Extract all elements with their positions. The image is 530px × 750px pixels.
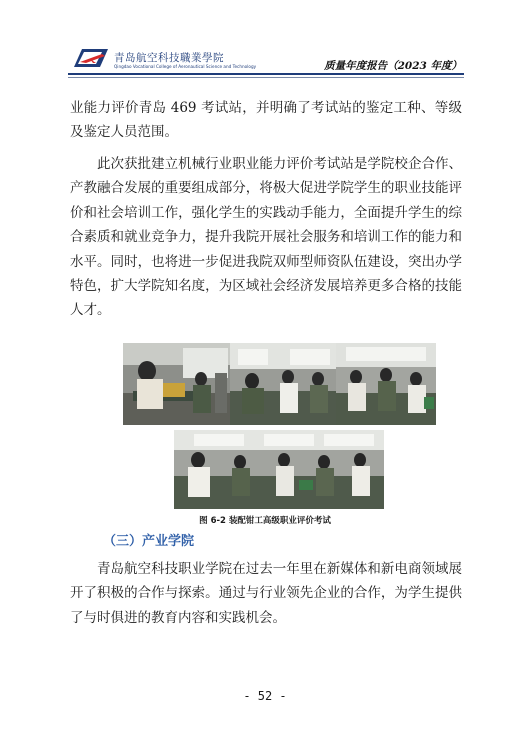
figure-caption: 图 6-2 装配钳工高级职业评价考试 [199,516,331,526]
header-rule-thin [68,77,464,78]
exam-photo-left [123,343,230,425]
college-name-en: Qingdao Vocational College of Aeronautical Science and Technology [114,64,257,69]
college-logo-icon [72,47,110,69]
exam-photo-bottom [174,430,384,509]
page-number: - 52 - [243,689,287,703]
paragraph-exam-station: 此次获批建立机械行业职业能力评价考试站是学院校企合作、产教融合发展的重要组成部分，将极大促进学院学生的职业技能评价和社会培训工作，强化学生的实践动手能力，全面提升学生的综合素质和就业竞争力，提升我院开展社会服务和培训工作的能力和水平。同时，也将进一步促进我院双师型师资队伍建设，突出办学特色，扩大学院知名度，为区域社会经济发展培养更多合格的技能人才。 [70,156,462,319]
college-name-cn: 青岛航空科技職業學院 [114,52,224,64]
exam-photo-right [336,343,436,425]
exam-photo-middle [230,343,336,425]
report-title: 质量年度报告（2023 年度） [324,60,462,72]
header-rule [68,73,464,75]
page-header [0,0,530,80]
section-heading: （三）产业学院 [103,534,195,549]
paragraph-continued: 业能力评价青岛 469 考试站，并明确了考试站的鉴定工种、等级及鉴定人员范围。 [70,100,462,141]
paragraph-industry-college: 青岛航空科技职业学院在过去一年里在新媒体和新电商领域展开了积极的合作与探索。通过与行业领先企业的合作，为学生提供了与时俱进的教育内容和实践机会。 [70,561,462,626]
